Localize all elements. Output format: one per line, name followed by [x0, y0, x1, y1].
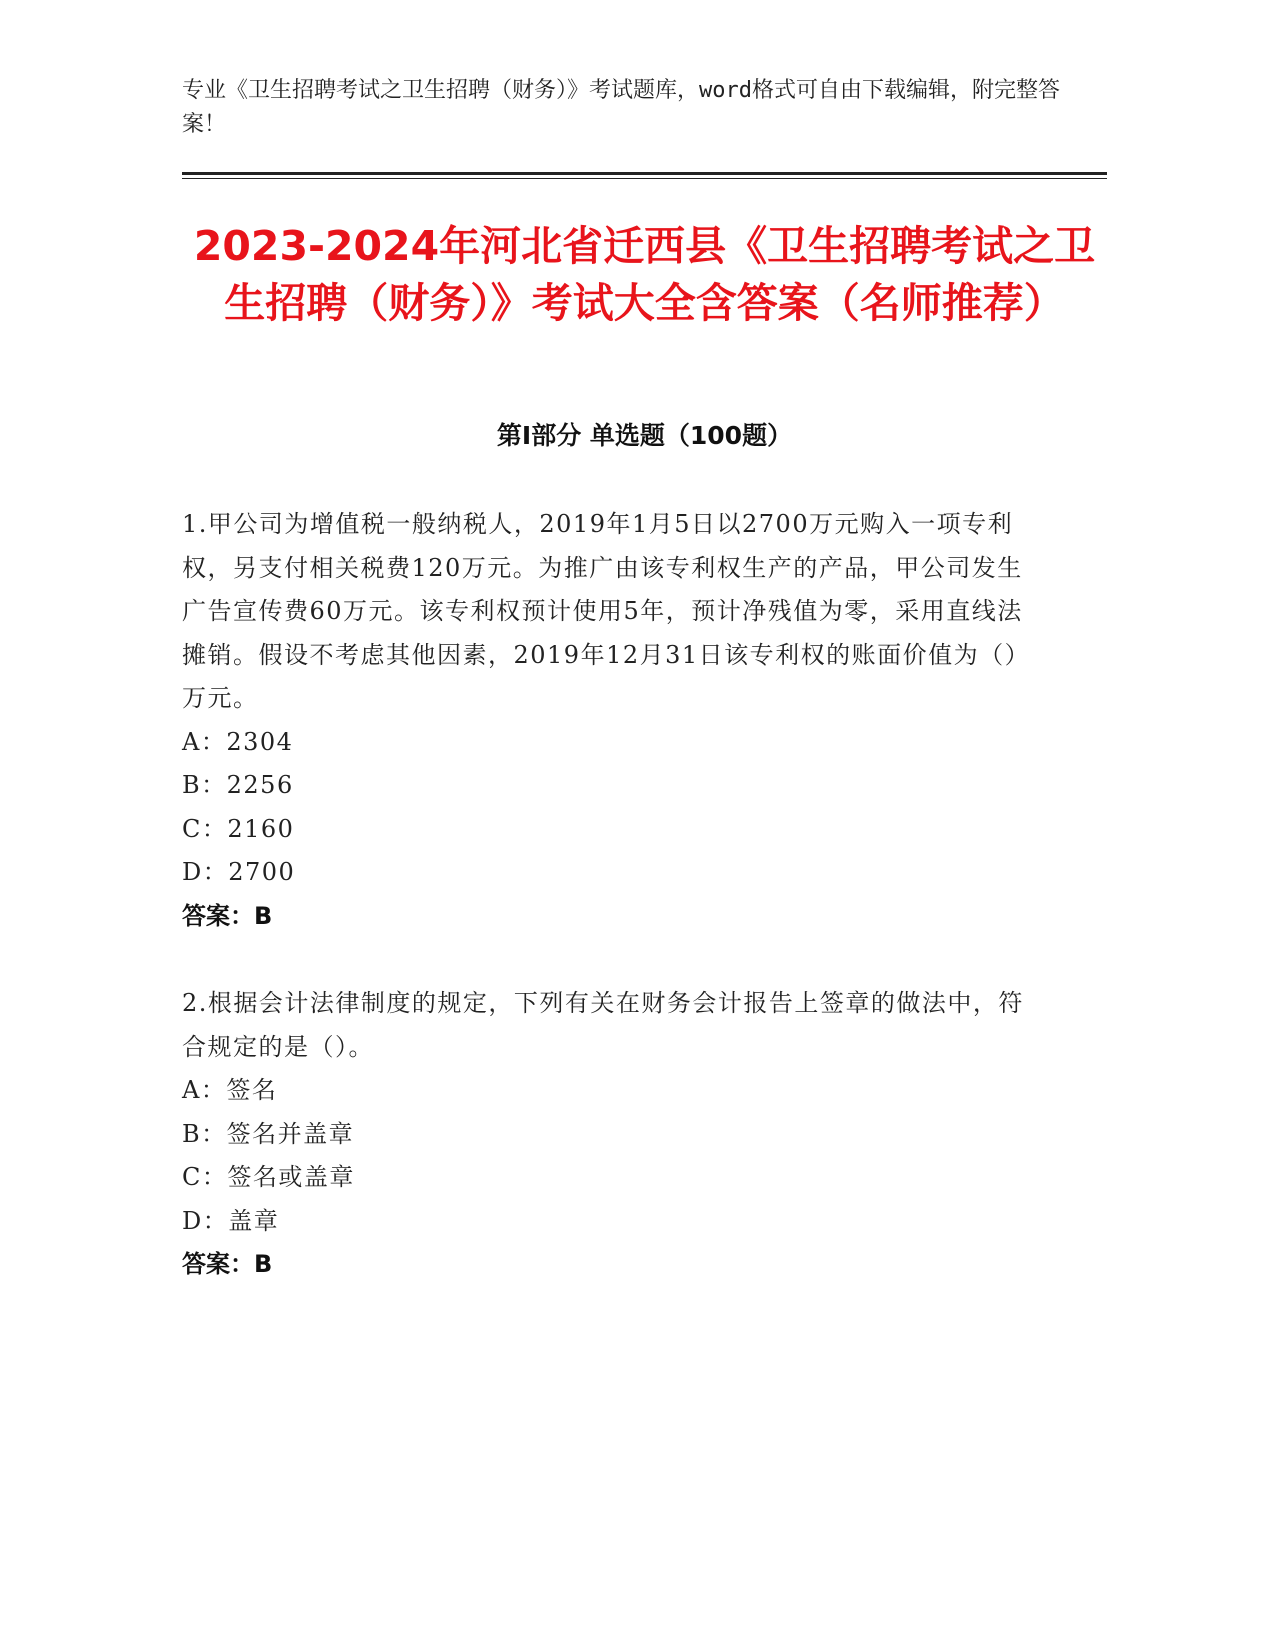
option-a: A：2304 — [182, 727, 294, 756]
option-c: C：2160 — [182, 814, 295, 843]
section-title: 第Ⅰ部分 单选题（100题） — [496, 421, 793, 450]
answer: 答案：B — [182, 1250, 273, 1278]
header-note: 专业《卫生招聘考试之卫生招聘（财务）》考试题库，word格式可自由下载编辑，附完整答案！ — [182, 78, 1060, 137]
header-rule-thick — [182, 172, 1107, 175]
document-title: 2023-2024年河北省迁西县《卫生招聘考试之卫生招聘（财务）》考试大全含答案（名师推荐） — [193, 222, 1096, 327]
option-d: D：盖章 — [182, 1206, 280, 1235]
option-d: D：2700 — [182, 858, 296, 886]
question-1 — [182, 503, 1042, 938]
question-stem: 2.根据会计法律制度的规定，下列有关在财务会计报告上签章的做法中，符合规定的是（）。 — [182, 989, 1024, 1061]
question-2 — [182, 982, 1042, 1287]
question-stem: 1.甲公司为增值税一般纳税人，2019年1月5日以2700万元购入一项专利权，另支付相关税费120万元。为推广由该专利权生产的产品，甲公司发生广告宣传费60万元。该专利权预计使用5年，预计净残值为零，采用直线法摊销。假设不考虑其他因素，2019年12月31日该专利权的账面价值为（）万元。 — [182, 510, 1031, 712]
option-c: C：签名或盖章 — [182, 1163, 355, 1191]
answer: 答案：B — [182, 901, 273, 930]
header-rule-thin — [182, 178, 1107, 179]
option-b: B：2256 — [182, 771, 294, 799]
option-b: B：签名并盖章 — [182, 1119, 355, 1148]
option-a: A：签名 — [182, 1076, 278, 1104]
